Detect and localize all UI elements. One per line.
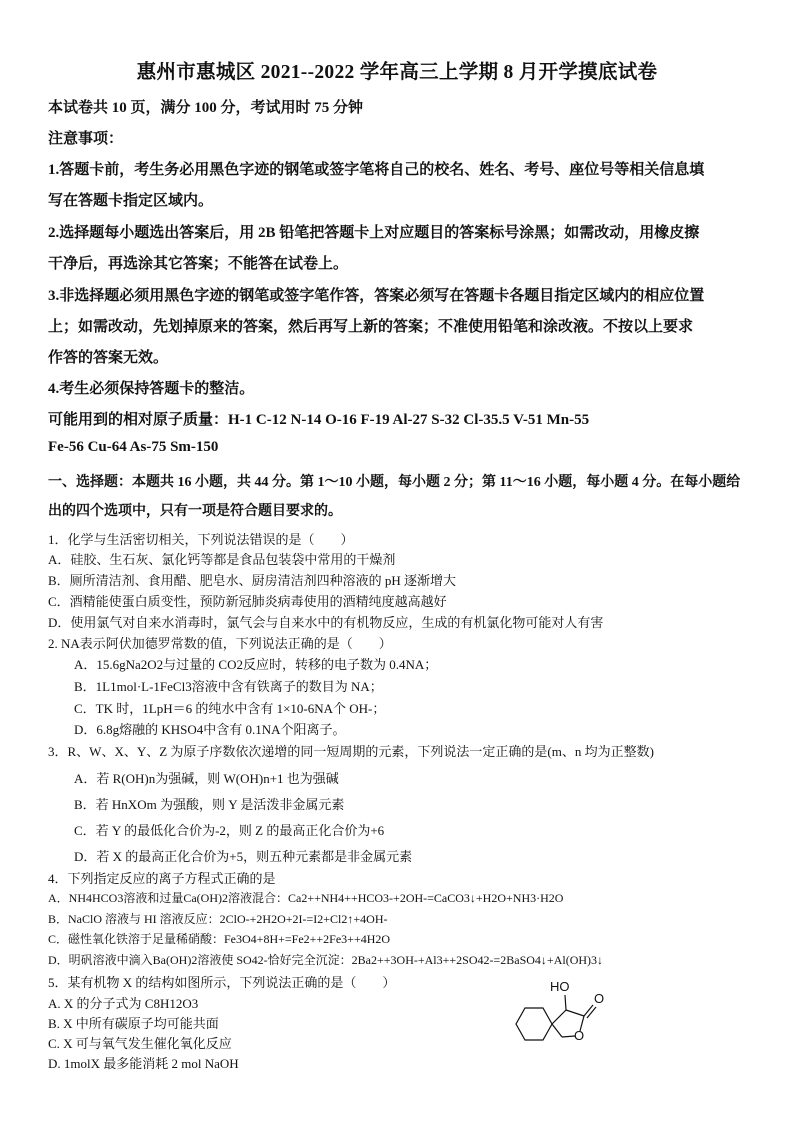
note-line: 上；如需改动，先划掉原来的答案，然后再写上新的答案；不准使用铅笔和涂改液。不按以上要求 xyxy=(48,319,694,335)
question-1-option-c: C．酒精能使蛋白质变性，预防新冠肺炎病毒使用的酒精纯度越高越好 xyxy=(48,594,447,609)
note-line: 1.答题卡前，考生务必用黑色字迹的钢笔或签字笔将自己的校名、姓名、考号、座位号等相关信息填 xyxy=(48,162,705,178)
question-4-option-a: A．NH4HCO3溶液和过量Ca(OH)2溶液混合：Ca2++NH4++HCO3-+2OH-=CaCO3↓+H2O+NH3·H2O xyxy=(48,891,564,905)
question-1-option-d: D．使用氯气对自来水消毒时，氯气会与自来水中的有机物反应，生成的有机氯化物可能对人有害 xyxy=(48,615,604,630)
exam-intro: 本试卷共 10 页，满分 100 分，考试用时 75 分钟 xyxy=(48,100,364,116)
question-5-stem: 5．某有机物 X 的结构如图所示，下列说法正确的是（ ） xyxy=(48,975,396,990)
question-5-option-c: C. X 可与氧气发生催化氧化反应 xyxy=(48,1036,232,1051)
question-4-option-c: C．磁性氧化铁溶于足量稀硝酸：Fe3O4+8H+=Fe2++2Fe3++4H2O xyxy=(48,932,391,946)
carbonyl-oxygen-label: O xyxy=(594,991,605,1006)
question-3-option-c: C．若 Y 的最低化合价为-2，则 Z 的最高正化合价为+6 xyxy=(74,823,385,838)
question-4-stem: 4．下列指定反应的离子方程式正确的是 xyxy=(48,871,276,886)
question-1-stem: 1．化学与生活密切相关，下列说法错误的是（ ） xyxy=(48,532,354,547)
question-2-option-b: B．1L1mol·L-1FeCl3溶液中含有铁离子的数目为 NA； xyxy=(74,679,383,694)
question-1-option-b: B．厕所清洁剂、食用醋、肥皂水、厨房清洁剂四种溶液的 pH 逐渐增大 xyxy=(48,573,457,588)
note-line: 4.考生必须保持答题卡的整洁。 xyxy=(48,381,255,397)
question-5-option-b: B. X 中所有碳原子均可能共面 xyxy=(48,1016,219,1031)
question-2-option-a: A．15.6gNa2O2与过量的 CO2反应时，转移的电子数为 0.4NA； xyxy=(74,657,438,672)
question-3-option-a: A．若 R(OH)n为强碱，则 W(OH)n+1 也为强碱 xyxy=(74,771,339,786)
question-2-stem: 2. NA表示阿伏加德罗常数的值，下列说法正确的是（ ） xyxy=(48,636,392,651)
question-1-option-a: A．硅胶、生石灰、氯化钙等都是食品包装袋中常用的干燥剂 xyxy=(48,552,396,567)
bond-carbonyl-double-2 xyxy=(587,1007,596,1018)
note-line: 作答的答案无效。 xyxy=(48,350,169,366)
question-5-option-d: D. 1molX 最多能消耗 2 mol NaOH xyxy=(48,1056,239,1071)
note-line: 干净后，再选涂其它答案；不能答在试卷上。 xyxy=(48,256,349,272)
note-line: 2.选择题每小题选出答案后，用 2B 铅笔把答题卡上对应题目的答案标号涂黑；如需改动，用橡皮擦 xyxy=(48,225,700,241)
bond-spiro-to-choh xyxy=(552,1010,566,1024)
question-3-option-d: D．若 X 的最高正化合价为+5，则五种元素都是非金属元素 xyxy=(74,849,413,864)
question-4-option-b: B．NaClO 溶液与 HI 溶液反应：2ClO-+2H2O+2I-=I2+Cl2↑+4OH- xyxy=(48,912,388,926)
exam-title: 惠州市惠城区 2021--2022 学年高三上学期 8 月开学摸底试卷 xyxy=(136,62,658,83)
question-2-option-d: D．6.8g熔融的 KHSO4中含有 0.1NA个阳离子。 xyxy=(74,722,346,737)
bond-carbonyl-double-1 xyxy=(584,1005,593,1016)
note-line: 写在答题卡指定区域内。 xyxy=(48,193,214,209)
section-heading-line: 一、选择题：本题共 16 小题，共 44 分。第 1～10 小题，每小题 2 分；第 11～16 小题，每小题 4 分。在每小题给 xyxy=(48,475,741,490)
question-4-option-d: D．明矾溶液中滴入Ba(OH)2溶液使 SO42-恰好完全沉淀：2Ba2++3OH-+Al3++2SO42-=2BaSO4↓+Al(OH)3↓ xyxy=(48,953,604,967)
note-line: 3.非选择题必须用黑色字迹的钢笔或签字笔作答，答案必须写在答题卡各题目指定区域内的相应位置 xyxy=(48,288,705,304)
bond-c-oh xyxy=(565,995,566,1010)
question-3-option-b: B．若 HnXOm 为强酸，则 Y 是活泼非金属元素 xyxy=(74,797,345,812)
question-2-option-c: C．TK 时，1LpH＝6 的纯水中含有 1×10-6NA个 OH-； xyxy=(74,701,386,716)
hydroxyl-label: HO xyxy=(550,979,570,994)
cyclohexane-ring xyxy=(516,1008,552,1040)
question-3-stem: 3．R、W、X、Y、Z 为原子序数依次递增的同一短周期的元素，下列说法一定正确的是(m、n 均为正整数) xyxy=(48,744,654,759)
bond-choh-to-carbonyl xyxy=(566,1010,584,1016)
atomic-masses-line: Fe-56 Cu-64 As-75 Sm-150 xyxy=(48,439,219,455)
question-5-option-a: A. X 的分子式为 C8H12O3 xyxy=(48,996,199,1011)
bond-ch2-to-spiro xyxy=(552,1024,562,1037)
notes-heading: 注意事项： xyxy=(48,131,124,147)
molecule-structure-diagram xyxy=(512,978,612,1048)
atomic-masses-line: 可能用到的相对原子质量：H-1 C-12 N-14 O-16 F-19 Al-27 S-32 Cl-35.5 V-51 Mn-55 xyxy=(48,412,590,428)
ring-oxygen-label: O xyxy=(574,1028,585,1043)
section-heading-line: 出的四个选项中，只有一项是符合题目要求的。 xyxy=(48,504,342,519)
